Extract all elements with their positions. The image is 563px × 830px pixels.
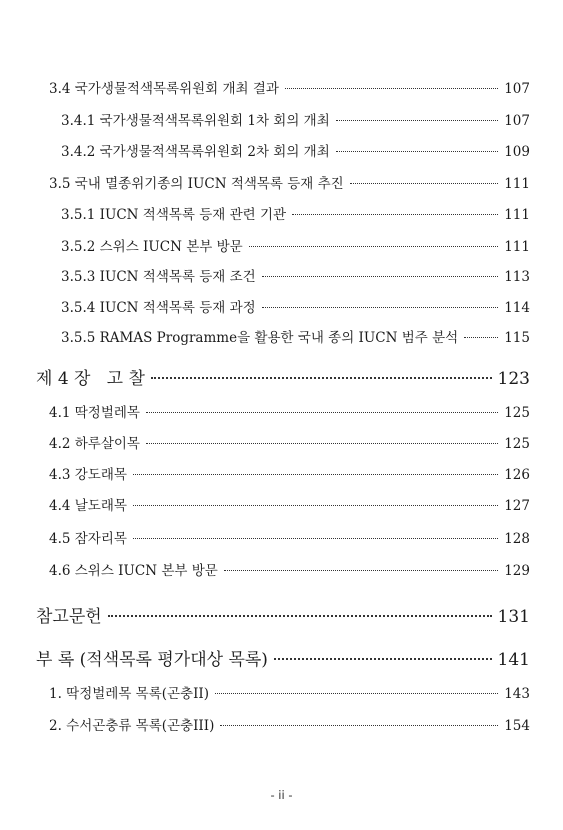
toc-entry-page: 143 xyxy=(504,686,530,702)
toc-chapter-page: 141 xyxy=(497,650,530,670)
toc-chapter-label: 참고문헌 xyxy=(36,607,102,627)
toc-entry-page: 114 xyxy=(504,300,530,316)
dot-leader xyxy=(108,615,492,617)
toc-entry-label: 3.5.3 IUCN 적색목록 등재 조건 xyxy=(61,269,256,285)
dot-leader xyxy=(224,570,498,571)
toc-entry[interactable] xyxy=(49,172,530,192)
toc-entry[interactable] xyxy=(61,140,530,160)
toc-entry-label: 4.3 강도래목 xyxy=(49,467,127,483)
toc-entry-page: 107 xyxy=(504,113,530,129)
dot-leader xyxy=(336,151,498,152)
dot-leader xyxy=(133,474,498,475)
toc-entry-label: 4.2 하루살이목 xyxy=(49,436,140,452)
dot-leader xyxy=(249,246,499,247)
toc-entry-label: 3.5.5 RAMAS Programme을 활용한 국내 종의 IUCN 범주 분석 xyxy=(61,330,459,346)
dot-leader xyxy=(215,693,498,694)
toc-entry-label: 3.5.4 IUCN 적색목록 등재 과정 xyxy=(61,300,256,316)
toc-chapter-label: 제 4 장 고 찰 xyxy=(36,369,145,389)
toc-entry-page: 111 xyxy=(504,207,530,223)
toc-entry[interactable] xyxy=(49,559,530,579)
toc-entry-label: 3.5.2 스위스 IUCN 본부 방문 xyxy=(61,239,243,255)
toc-chapter-page: 131 xyxy=(497,607,530,627)
toc-entry-page: 126 xyxy=(504,467,530,483)
dot-leader xyxy=(151,377,492,379)
dot-leader xyxy=(336,120,498,121)
toc-entry[interactable] xyxy=(49,714,530,734)
toc-entry-label: 4.4 날도래목 xyxy=(49,498,127,514)
toc-entry[interactable] xyxy=(61,109,530,129)
toc-entry[interactable] xyxy=(61,265,530,285)
toc-entry-page: 125 xyxy=(504,405,530,421)
toc-entry[interactable] xyxy=(49,463,530,483)
toc-entry-label: 3.4 국가생물적색목록위원회 개최 결과 xyxy=(49,81,279,97)
toc-entry-page: 154 xyxy=(504,718,530,734)
toc-entry[interactable] xyxy=(61,296,530,316)
toc-chapter-page: 123 xyxy=(497,369,530,389)
toc-entry-label: 3.5 국내 멸종위기종의 IUCN 적색목록 등재 추진 xyxy=(49,176,344,192)
toc-entry-page: 129 xyxy=(504,563,530,579)
toc-entry-page: 125 xyxy=(504,436,530,452)
toc-chapter[interactable] xyxy=(36,364,530,389)
toc-entry[interactable] xyxy=(49,401,530,421)
dot-leader xyxy=(292,214,498,215)
toc-entry-label: 3.4.2 국가생물적색목록위원회 2차 회의 개최 xyxy=(61,144,330,160)
dot-leader xyxy=(350,183,498,184)
toc-entry[interactable] xyxy=(49,494,530,514)
toc-chapter-label: 부 록 (적색목록 평가대상 목록) xyxy=(36,650,268,670)
toc-entry-label: 4.1 딱정벌레목 xyxy=(49,405,140,421)
dot-leader xyxy=(146,443,498,444)
toc-entry-page: 113 xyxy=(504,269,530,285)
toc-entry[interactable] xyxy=(49,527,530,547)
dot-leader xyxy=(464,337,498,338)
toc-chapter[interactable] xyxy=(36,602,530,627)
toc-entry-label: 4.6 스위스 IUCN 본부 방문 xyxy=(49,563,218,579)
toc-entry-page: 107 xyxy=(504,81,530,97)
dot-leader xyxy=(133,538,498,539)
page-number-footer: - ii - xyxy=(270,788,293,802)
toc-entry-label: 3.4.1 국가생물적색목록위원회 1차 회의 개최 xyxy=(61,113,330,129)
toc-entry-page: 128 xyxy=(504,531,530,547)
toc-entry[interactable] xyxy=(49,77,530,97)
toc-entry-page: 115 xyxy=(504,330,530,346)
dot-leader xyxy=(220,725,498,726)
dot-leader xyxy=(262,276,499,277)
toc-entry-label: 1. 딱정벌레목 목록(곤충II) xyxy=(49,686,210,702)
toc-entry[interactable] xyxy=(61,326,530,346)
toc-entry-page: 111 xyxy=(504,176,530,192)
toc-entry-page: 109 xyxy=(504,144,530,160)
toc-entry-label: 3.5.1 IUCN 적색목록 등재 관련 기관 xyxy=(61,207,287,223)
dot-leader xyxy=(146,412,498,413)
toc-entry-label: 4.5 잠자리목 xyxy=(49,531,127,547)
toc-entry-page: 127 xyxy=(504,498,530,514)
toc-entry[interactable] xyxy=(61,203,530,223)
toc-entry-page: 111 xyxy=(504,239,530,255)
dot-leader xyxy=(262,307,499,308)
toc-chapter[interactable] xyxy=(36,645,530,670)
dot-leader xyxy=(133,505,498,506)
toc-entry[interactable] xyxy=(61,235,530,255)
toc-entry-label: 2. 수서곤충류 목록(곤충III) xyxy=(49,718,215,734)
toc-entry[interactable] xyxy=(49,432,530,452)
toc-entry[interactable] xyxy=(49,682,530,702)
dot-leader xyxy=(285,88,498,89)
dot-leader xyxy=(274,658,492,660)
